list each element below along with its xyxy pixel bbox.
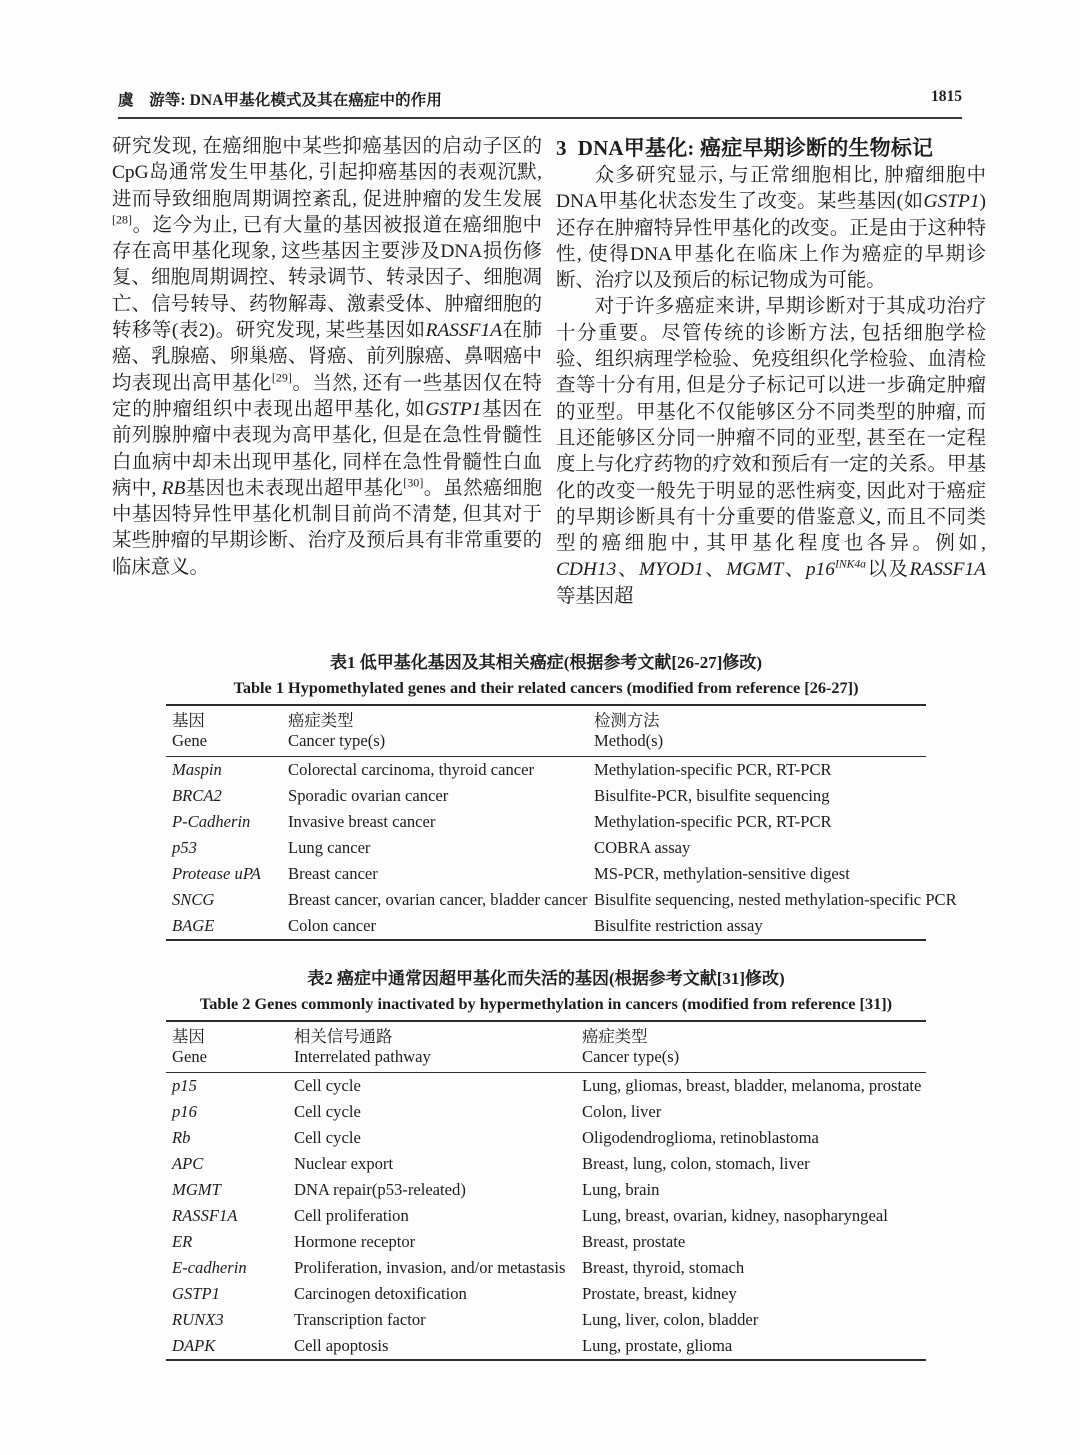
cell-gene: p16 [172, 1102, 197, 1121]
cell-second: Cell cycle [294, 1128, 361, 1147]
cell-gene: RASSF1A [172, 1206, 238, 1225]
cell-gene: MGMT [172, 1180, 221, 1199]
cell-gene: P-Cadherin [172, 812, 251, 831]
table2-body [166, 1073, 926, 1361]
cell-gene: BRCA2 [172, 786, 222, 805]
cell-second: Sporadic ovarian cancer [288, 786, 449, 805]
cell-third: Oligodendroglioma, retinoblastoma [582, 1128, 819, 1147]
header-divider [118, 117, 962, 119]
right-paragraph-2: 对于许多癌症来讲, 早期诊断对于其成功治疗十分重要。尽管传统的诊断方法, 包括细胞学检验、组织病理学检验、免疫组织化学检验、血清检查等十分有用, 但是分子标记可以进一步确定肿瘤的亚型。甲基化不仅能够区分不同类型的肿瘤, 而且还能够区分同一肿瘤不同的亚型, 甚至在一定程度上与化疗药物的疗效和预后有一定的关系。甲基化的改变一般先于明显的恶性病变, 因此对于癌症的早期诊断具有十分重要的借鉴意义, 而且不同类型的癌细胞中, 其甲基化程度也各异。例如, CDH13、MYOD1、MGMT、$p16^{INK4a}$以及RASSF1A等基因超 [556, 296, 987, 607]
table2-header-en-2: Cancer type(s) [576, 1047, 926, 1073]
cell-third: Lung, prostate, glioma [576, 1333, 926, 1360]
table-row [166, 1073, 926, 1100]
table1-block [166, 652, 957, 941]
table2-header-cn-0: 基因 [166, 1021, 288, 1047]
table2-caption-en: Table 2 Genes commonly inactivated by hypermethylation in cancers (modified from reference [31]) [199, 994, 893, 1013]
left-column [112, 134, 542, 581]
cell-second: Colon cancer [282, 913, 588, 940]
table-row [166, 783, 926, 809]
section-number: 3 [556, 136, 567, 160]
table2-header-row-cn [166, 1021, 926, 1047]
table-row [166, 913, 926, 940]
cell-third: Lung, breast, ovarian, kidney, nasopharyngeal [582, 1206, 888, 1225]
cell-gene: GSTP1 [172, 1284, 220, 1303]
cell-third: Breast, thyroid, stomach [582, 1258, 745, 1277]
table2-header-cn-1: 相关信号通路 [288, 1021, 576, 1047]
table2-header-en-0: Gene [166, 1047, 288, 1073]
cell-third: Colon, liver [582, 1102, 662, 1121]
table2-caption-cn: 表2 癌症中通常因超甲基化而失活的基因(根据参考文献[31]修改) [307, 969, 785, 988]
cell-gene: Rb [172, 1128, 191, 1147]
cell-second: DNA repair(p53-releated) [294, 1180, 466, 1199]
table-row [166, 1177, 926, 1203]
table1-header-row-en [166, 731, 926, 757]
cell-gene: ER [172, 1232, 193, 1251]
table-row [166, 1255, 926, 1281]
table-row [166, 1125, 926, 1151]
cell-gene: E-cadherin [172, 1258, 247, 1277]
cell-third: COBRA assay [594, 838, 691, 857]
cell-gene: RUNX3 [172, 1310, 224, 1329]
table-row [166, 1229, 926, 1255]
cell-gene: BAGE [166, 913, 282, 940]
table1-caption-en: Table 1 Hypomethylated genes and their related cancers (modified from reference [26-27]) [233, 678, 859, 697]
table-row [166, 757, 926, 784]
cell-second: Breast cancer, ovarian cancer, bladder cancer [288, 890, 588, 909]
table-row [166, 835, 926, 861]
cell-second: Lung cancer [288, 838, 371, 857]
table1-header-cn-0: 基因 [166, 705, 282, 731]
table-row [166, 1333, 926, 1360]
cell-third: MS-PCR, methylation-sensitive digest [594, 864, 850, 883]
section-heading [556, 134, 986, 162]
table1-header-cn-2: 检测方法 [588, 705, 926, 731]
table2-header-row-en [166, 1047, 926, 1073]
table2-header-cn-2: 癌症类型 [576, 1021, 926, 1047]
cell-third: Lung, gliomas, breast, bladder, melanoma, prostate [582, 1076, 922, 1095]
cell-second: Nuclear export [294, 1154, 394, 1173]
cell-gene: p53 [172, 838, 197, 857]
cell-third: Breast, prostate [582, 1232, 686, 1251]
cell-gene: DAPK [166, 1333, 288, 1360]
section-title: DNA甲基化: 癌症早期诊断的生物标记 [577, 136, 934, 160]
cell-third: Breast, lung, colon, stomach, liver [582, 1154, 810, 1173]
table2-block [166, 968, 926, 1361]
left-paragraph-1: 研究发现, 在癌细胞中某些抑癌基因的启动子区的CpG岛通常发生甲基化, 引起抑癌基因的表观沉默, 进而导致细胞周期调控紊乱, 促进肿瘤的发生发展[28]。迄今为止, 已有大量的基因被报道在癌细胞中存在高甲基化现象, 这些基因主要涉及DNA损伤修复、细胞周期调控、转录调节、转录因子、细胞凋亡、信号转导、药物解毒、激素受体、肿瘤细胞的转移等(表2)。研究发现, 某些基因如RASSF1A在肺癌、乳腺癌、卵巢癌、肾癌、前列腺癌、鼻咽癌中均表现出高甲基化[29]。当然, 还有一些基因仅在特定的肿瘤组织中表现出超甲基化, 如GSTP1基因在前列腺肿瘤中表现为高甲基化, 但是在急性骨髓性白血病中却未出现甲基化, 同样在急性骨髓性白血病中, RB基因也未表现出超甲基化[30]。虽然癌细胞中基因特异性甲基化机制目前尚不清楚, 但其对于某些肿瘤的早期诊断、治疗及预后具有非常重要的临床意义。 [112, 136, 542, 578]
cell-second: Breast cancer [288, 864, 378, 883]
cell-third: Lung, brain [582, 1180, 660, 1199]
cell-third: Methylation-specific PCR, RT-PCR [594, 812, 832, 831]
right-column [556, 134, 986, 610]
table2-head [166, 1021, 926, 1073]
table-row [166, 1099, 926, 1125]
cell-third: Bisulfite sequencing, nested methylation-specific PCR [594, 890, 957, 909]
table1-header-en-2: Method(s) [588, 731, 926, 757]
running-head-title: 虞 游等: DNA甲基化模式及其在癌症中的作用 [118, 92, 442, 109]
table-row [166, 1281, 926, 1307]
table1-body [166, 757, 957, 941]
table1-header-cn-1: 癌症类型 [282, 705, 588, 731]
table2-header-en-1: Interrelated pathway [288, 1047, 576, 1073]
cell-third: Lung, liver, colon, bladder [582, 1310, 759, 1329]
cell-third: Bisulfite-PCR, bisulfite sequencing [594, 786, 830, 805]
cell-gene: APC [172, 1154, 204, 1173]
cell-gene: p15 [172, 1076, 197, 1095]
cell-second: Proliferation, invasion, and/or metastasis [294, 1258, 566, 1277]
table1 [166, 704, 957, 941]
table-row [166, 1307, 926, 1333]
cell-third: Methylation-specific PCR, RT-PCR [594, 760, 832, 779]
cell-gene: Protease uPA [172, 864, 261, 883]
table-row [166, 861, 926, 887]
cell-second: Colorectal carcinoma, thyroid cancer [288, 760, 535, 779]
cell-third: Bisulfite restriction assay [588, 913, 926, 940]
cell-second: Transcription factor [294, 1310, 426, 1329]
cell-second: Hormone receptor [294, 1232, 416, 1251]
table1-header-en-0: Gene [166, 731, 282, 757]
table1-caption-cn: 表1 低甲基化基因及其相关癌症(根据参考文献[26-27]修改) [329, 653, 763, 672]
table-row [166, 887, 926, 913]
cell-second: Invasive breast cancer [288, 812, 436, 831]
table-row [166, 809, 926, 835]
table1-head [166, 705, 926, 757]
table2 [166, 1020, 926, 1361]
cell-third: Prostate, breast, kidney [582, 1284, 737, 1303]
cell-second: Cell proliferation [294, 1206, 409, 1225]
table-row [166, 1203, 926, 1229]
cell-second: Carcinogen detoxification [294, 1284, 467, 1303]
cell-gene: SNCG [172, 890, 215, 909]
table-row [166, 1151, 926, 1177]
right-paragraph-1: 众多研究显示, 与正常细胞相比, 肿瘤细胞中DNA甲基化状态发生了改变。某些基因(如GSTP1)还存在肿瘤特异性甲基化的改变。正是由于这种特性, 使得DNA甲基化在临床上作为癌症的早期诊断、治疗以及预后的标记物成为可能。 [556, 165, 986, 292]
cell-second: Cell apoptosis [288, 1333, 576, 1360]
cell-second: Cell cycle [294, 1076, 361, 1095]
running-head [118, 88, 962, 118]
page-number: 1815 [931, 88, 962, 105]
table1-header-row-cn [166, 705, 926, 731]
cell-second: Cell cycle [294, 1102, 361, 1121]
cell-gene: Maspin [172, 760, 222, 779]
table1-header-en-1: Cancer type(s) [282, 731, 588, 757]
